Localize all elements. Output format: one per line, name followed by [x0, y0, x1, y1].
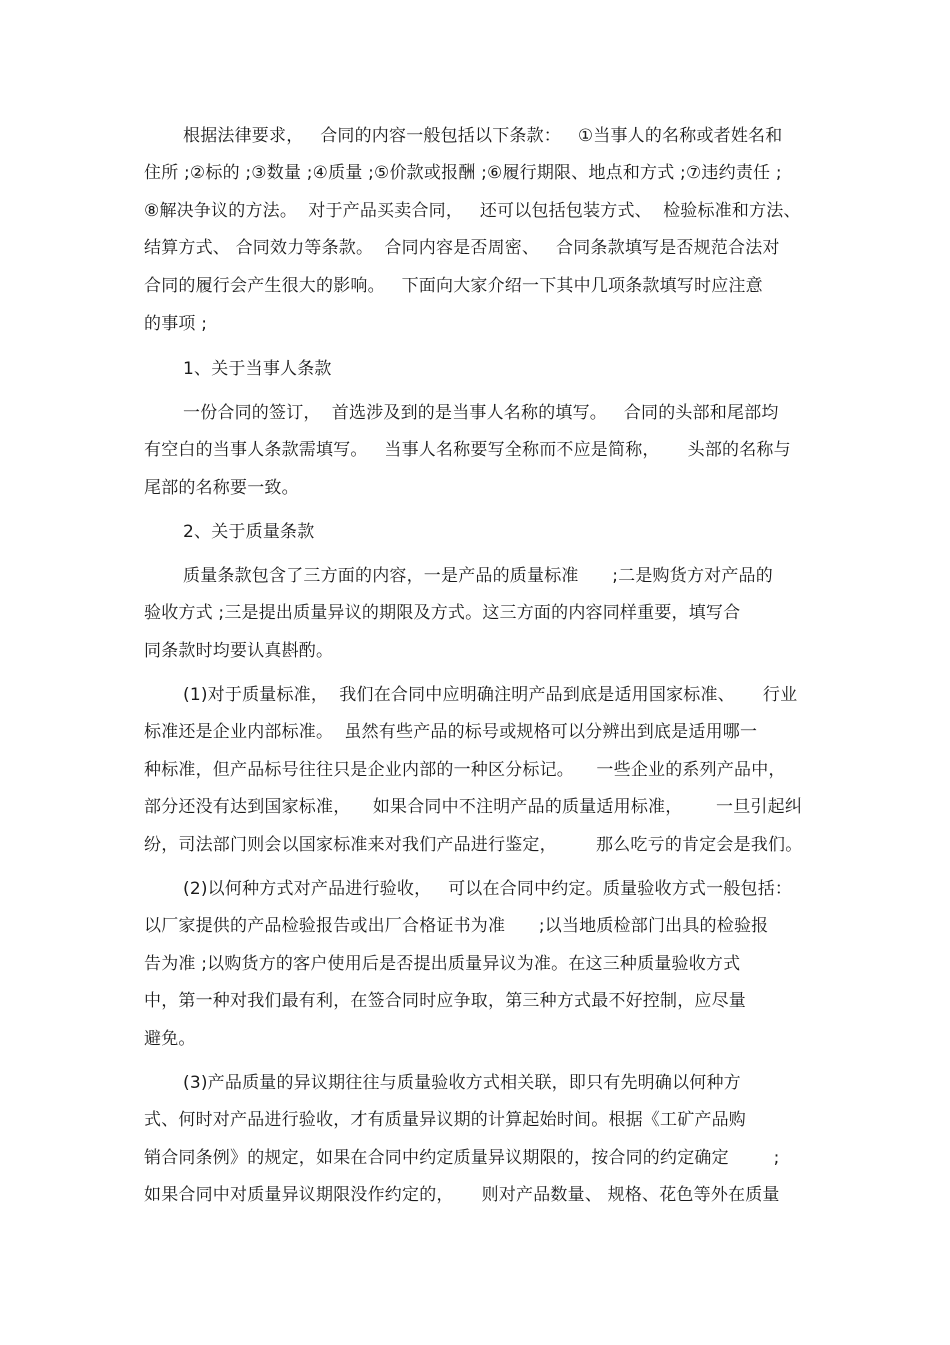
- paragraph-line: 根据法律要求， 合同的内容一般包括以下条款： ①当事人的名称或者姓名和: [183, 126, 783, 146]
- section-heading: 1、关于当事人条款: [183, 359, 332, 379]
- section-heading: 2、关于质量条款: [183, 522, 315, 542]
- paragraph-line: 标准还是企业内部标准。 虽然有些产品的标号或规格可以分辨出到底是适用哪一: [144, 722, 758, 742]
- paragraph-line: 质量条款包含了三方面的内容，一是产品的质量标准 ;二是购货方对产品的: [183, 566, 773, 586]
- paragraph-line: 告为准 ;以购货方的客户使用后是否提出质量异议为准。在这三种质量验收方式: [144, 954, 741, 974]
- paragraph-line: 有空白的当事人条款需填写。 当事人名称要写全称而不应是简称， 头部的名称与: [144, 440, 791, 460]
- paragraph-line: 一份合同的签订， 首选涉及到的是当事人名称的填写。 合同的头部和尾部均: [183, 403, 779, 423]
- paragraph-line: (2)以何种方式对产品进行验收， 可以在合同中约定。质量验收方式一般包括：: [183, 879, 793, 899]
- paragraph-line: 的事项 ;: [144, 314, 208, 334]
- paragraph-line: 尾部的名称要一致。: [144, 478, 299, 498]
- paragraph-line: 纷，司法部门则会以国家标准来对我们产品进行鉴定， 那么吃亏的肯定会是我们。: [144, 835, 803, 855]
- paragraph-line: 住所 ;②标的 ;③数量 ;④质量 ;⑤价款或报酬 ;⑥履行期限、地点和方式 ;⑦违约责任 ;: [144, 163, 782, 183]
- paragraph-line: 如果合同中对质量异议期限没作约定的， 则对产品数量、 规格、花色等外在质量: [144, 1185, 780, 1205]
- paragraph-line: 种标准，但产品标号往往只是企业内部的一种区分标记。 一些企业的系列产品中，: [144, 760, 786, 780]
- paragraph-line: (1)对于质量标准， 我们在合同中应明确注明产品到底是适用国家标准、 行业: [183, 685, 798, 705]
- paragraph-line: 式、何时对产品进行验收，才有质量异议期的计算起始时间。根据《工矿产品购: [144, 1110, 746, 1130]
- paragraph-line: (3)产品质量的异议期往往与质量验收方式相关联，即只有先明确以何种方: [183, 1073, 741, 1093]
- paragraph-line: 以厂家提供的产品检验报告或出厂合格证书为准 ;以当地质检部门出具的检验报: [144, 916, 769, 936]
- paragraph-line: ⑧解决争议的方法。 对于产品买卖合同， 还可以包括包装方式、 检验标准和方法、: [144, 201, 801, 221]
- paragraph-line: 同条款时均要认真斟酌。: [144, 641, 334, 661]
- paragraph-line: 结算方式、 合同效力等条款。 合同内容是否周密、 合同条款填写是否规范合法对: [144, 238, 780, 258]
- paragraph-line: 避免。: [144, 1029, 196, 1049]
- paragraph-line: 销合同条例》的规定，如果在合同中约定质量异议期限的，按合同的约定确定 ;: [144, 1148, 780, 1168]
- paragraph-line: 验收方式 ;三是提出质量异议的期限及方式。这三方面的内容同样重要，填写合: [144, 603, 741, 623]
- paragraph-line: 部分还没有达到国家标准， 如果合同中不注明产品的质量适用标准， 一旦引起纠: [144, 797, 803, 817]
- paragraph-line: 中，第一种对我们最有利，在签合同时应争取，第三种方式最不好控制，应尽量: [144, 991, 746, 1011]
- paragraph-line: 合同的履行会产生很大的影响。 下面向大家介绍一下其中几项条款填写时应注意: [144, 276, 763, 296]
